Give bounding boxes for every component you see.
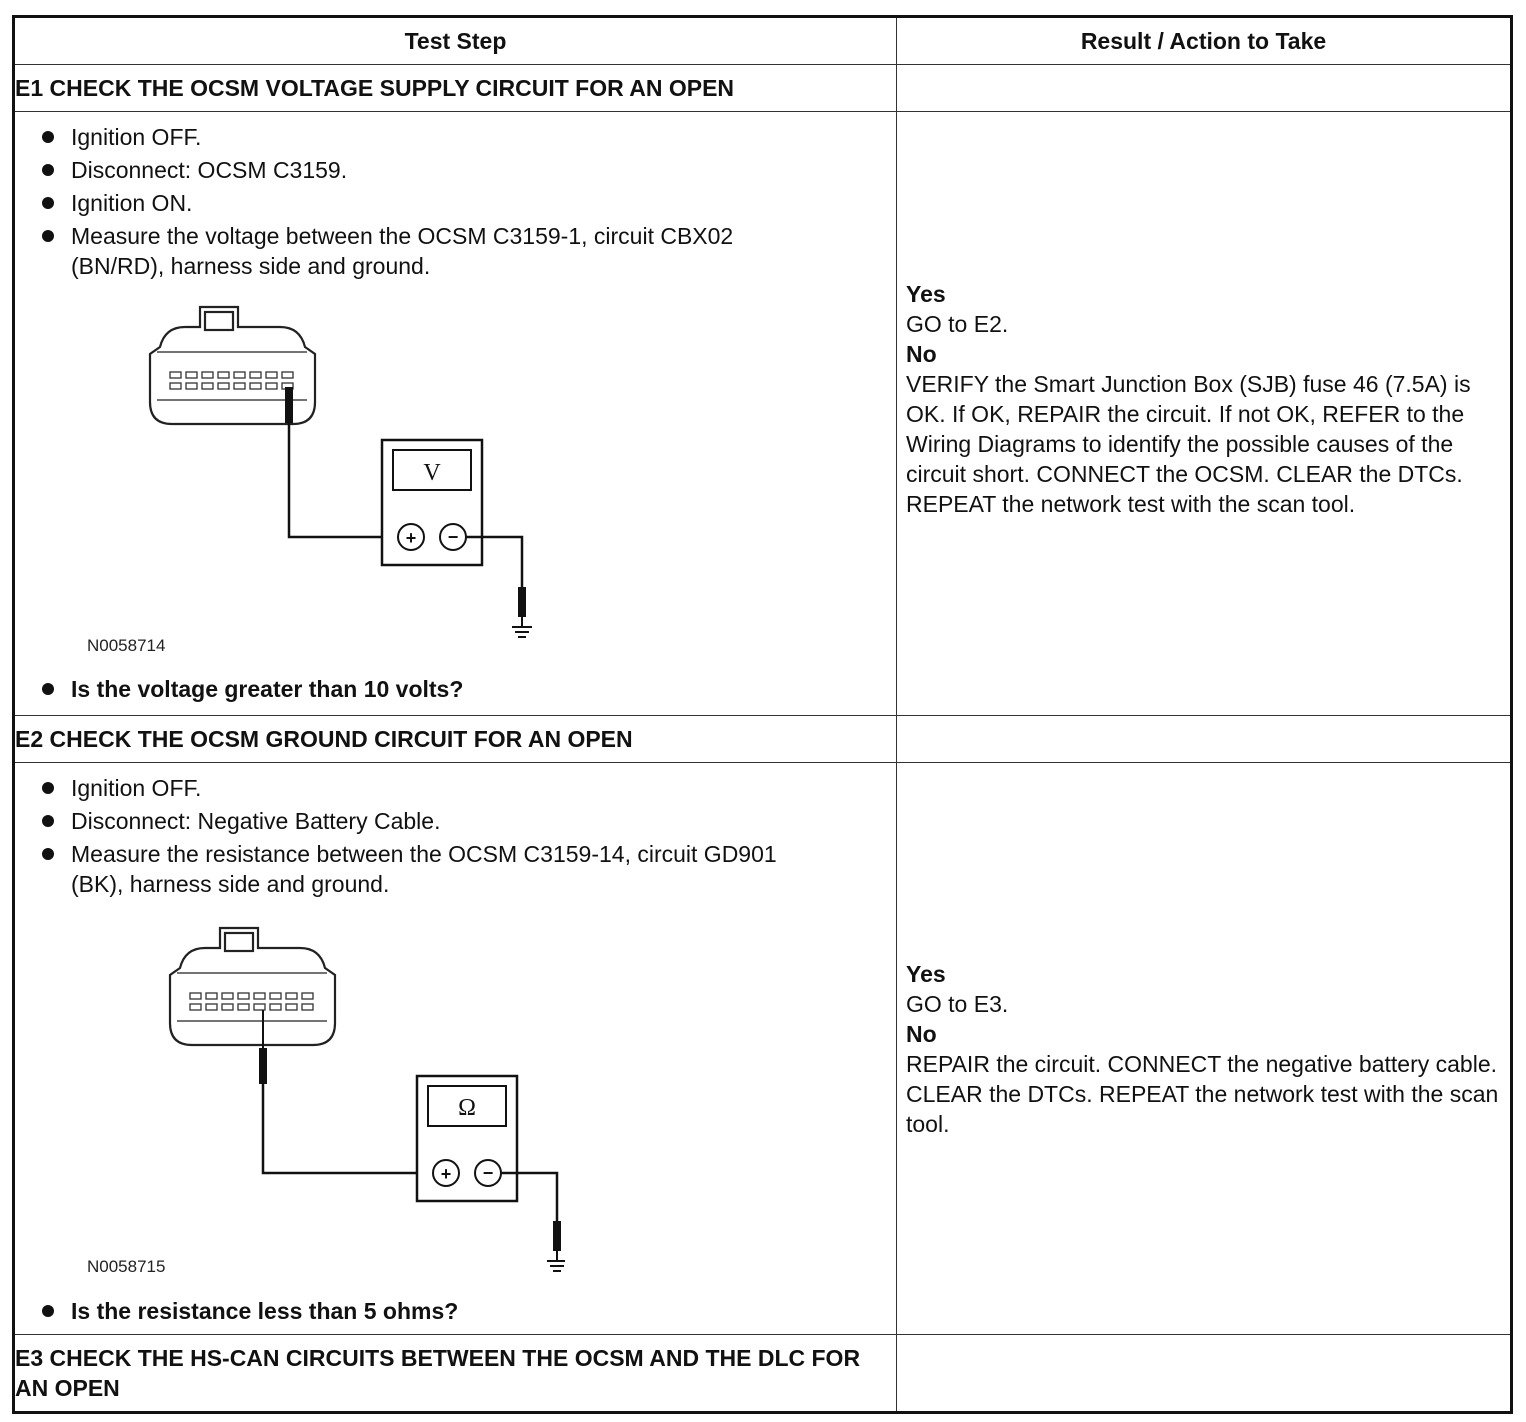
step-e2-body-row: [14, 763, 1512, 1335]
probe-tip: [285, 387, 293, 423]
list-item: Measure the resistance between the OCSM C3159-14, circuit GD901 (BK), harness side and ground.: [15, 839, 815, 899]
connector-pins: [170, 372, 293, 389]
connector-latch: [225, 933, 253, 951]
step-e1-title-row: [14, 65, 1512, 112]
list-item: Is the voltage greater than 10 volts?: [15, 674, 815, 704]
connector-pins: [190, 993, 313, 1010]
figure-id-e1: N0058714: [87, 636, 166, 655]
step-e3-title-row: [14, 1335, 1512, 1413]
step-e2-result: [906, 959, 1506, 1139]
step-e2-title-empty: [897, 716, 1512, 763]
positive-lead: [263, 1084, 417, 1173]
meter-symbol: Ω: [458, 1095, 476, 1121]
step-e2-question: [15, 1296, 815, 1329]
no-action: REPAIR the circuit. CONNECT the negative battery cable. CLEAR the DTCs. REPEAT the network test with the scan tool.: [906, 1051, 1499, 1137]
step-e1-title-empty: [897, 65, 1512, 112]
step-e1-result: [906, 279, 1506, 519]
ground-symbol-icon: [512, 617, 532, 637]
resistance-test-diagram: [95, 913, 565, 1283]
header-test-step: Test Step: [14, 17, 897, 65]
step-e2-title-row: [14, 716, 1512, 763]
yes-label: Yes: [906, 961, 946, 987]
step-e1-list: [15, 122, 815, 284]
list-item: Ignition OFF.: [15, 773, 815, 803]
table-header-row: [14, 17, 1512, 65]
step-e1-body-row: [14, 112, 1512, 716]
probe-tip: [259, 1048, 267, 1084]
step-e2-title: E2 CHECK THE OCSM GROUND CIRCUIT FOR AN OPEN: [14, 716, 897, 763]
step-e3-title: E3 CHECK THE HS-CAN CIRCUITS BETWEEN THE OCSM AND THE DLC FOR AN OPEN: [14, 1335, 897, 1413]
yes-action: GO to E3.: [906, 991, 1009, 1017]
header-result-action: Result / Action to Take: [897, 17, 1512, 65]
positive-lead: [289, 423, 382, 537]
yes-label: Yes: [906, 281, 946, 307]
no-label: No: [906, 1021, 937, 1047]
meter-symbol: V: [423, 460, 441, 486]
ground-probe: [518, 587, 526, 617]
ground-probe: [553, 1221, 561, 1251]
list-item: Ignition ON.: [15, 188, 815, 218]
voltage-test-diagram: [75, 292, 545, 672]
no-action: VERIFY the Smart Junction Box (SJB) fuse 46 (7.5A) is OK. If OK, REPAIR the circuit. If not OK, REFER to the Wiring Diagrams to identify the possible causes of the circuit short. CONNECT the OCSM. CLEAR the DTCs. REPEAT the network test with the scan tool.: [906, 371, 1471, 517]
connector-latch: [205, 312, 233, 330]
step-e1-question: [15, 674, 815, 707]
plus-sign: +: [440, 1164, 452, 1184]
step-e3-title-empty: [897, 1335, 1512, 1413]
list-item: Is the resistance less than 5 ohms?: [15, 1296, 815, 1326]
plus-sign: +: [405, 528, 417, 548]
ground-symbol-icon: [547, 1251, 565, 1271]
list-item: Disconnect: OCSM C3159.: [15, 155, 815, 185]
minus-sign: −: [447, 527, 459, 547]
step-e1-title: E1 CHECK THE OCSM VOLTAGE SUPPLY CIRCUIT FOR AN OPEN: [14, 65, 897, 112]
list-item: Disconnect: Negative Battery Cable.: [15, 806, 815, 836]
minus-sign: −: [482, 1163, 494, 1183]
diagnostic-table: [12, 15, 1513, 1414]
yes-action: GO to E2.: [906, 311, 1009, 337]
figure-id-e2: N0058715: [87, 1257, 166, 1276]
step-e2-list: [15, 773, 815, 902]
list-item: Ignition OFF.: [15, 122, 815, 152]
list-item: Measure the voltage between the OCSM C3159-1, circuit CBX02 (BN/RD), harness side and ground.: [15, 221, 815, 281]
no-label: No: [906, 341, 937, 367]
